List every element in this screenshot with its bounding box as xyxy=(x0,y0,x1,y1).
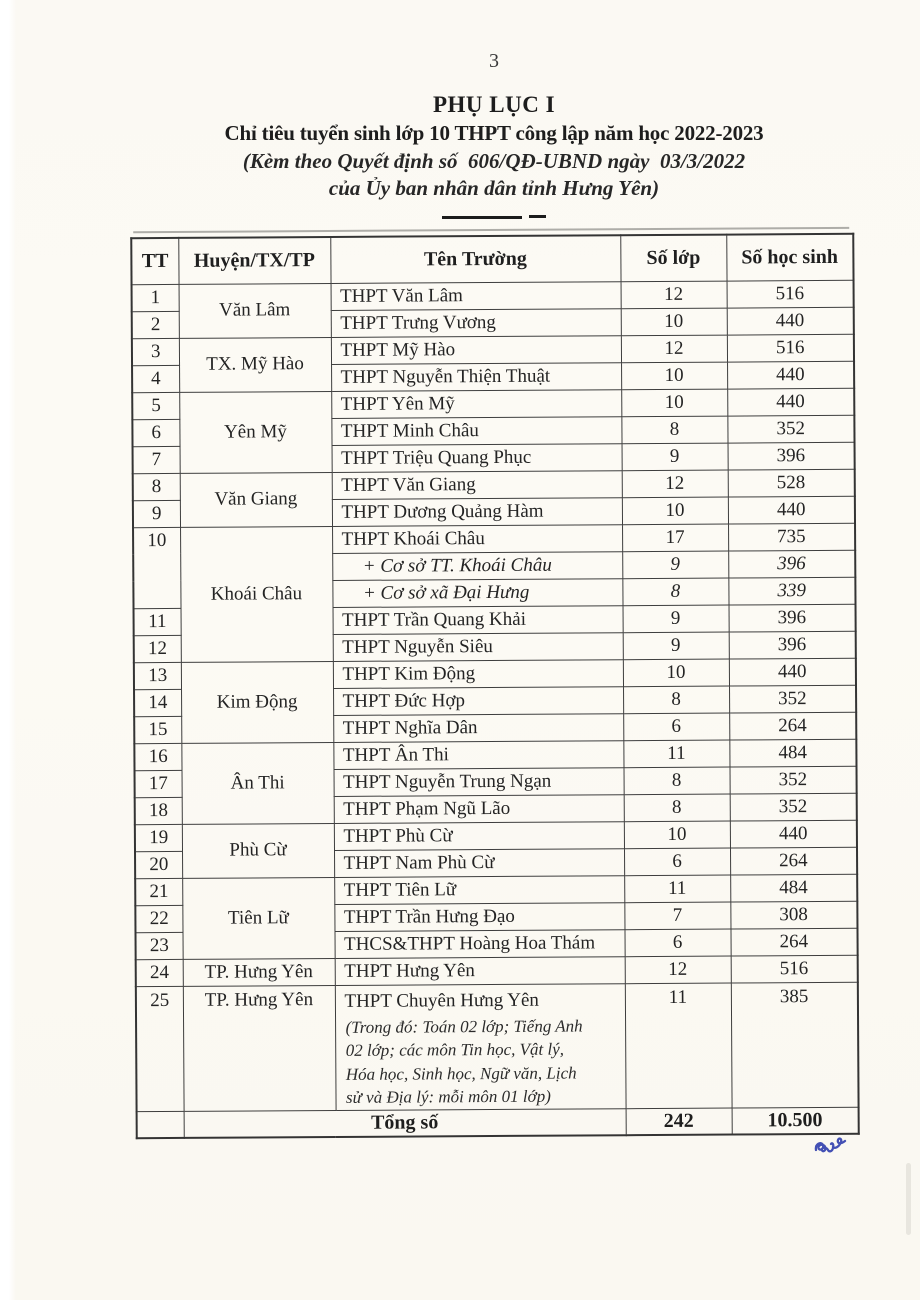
cell-students: 440 xyxy=(729,658,856,686)
cell-classes: 7 xyxy=(624,902,730,930)
cell-students: 440 xyxy=(730,820,857,848)
title-divider xyxy=(133,208,855,212)
cell-students: 440 xyxy=(727,388,854,416)
appendix-heading: PHỤ LỤC I xyxy=(432,92,556,117)
cell-school: THPT Nghĩa Dân xyxy=(333,713,623,742)
cell-students: 396 xyxy=(729,631,856,659)
table-header-row xyxy=(131,234,853,284)
cell-school: THPT Phù Cừ xyxy=(334,821,624,850)
cell-school: THPT Khoái Châu xyxy=(332,524,622,553)
document-title: Chỉ tiêu tuyển sinh lớp 10 THPT công lập năm học 2022-2023 xyxy=(224,121,764,145)
cell-classes: 9 xyxy=(622,443,728,471)
col-header-district: Huyện/TX/TP xyxy=(178,237,330,284)
cell-tt: 24 xyxy=(136,959,183,986)
cell-students: 735 xyxy=(728,523,855,551)
cell-district: Văn Lâm xyxy=(179,283,331,338)
cell-school: THPT Trần Quang Khải xyxy=(333,605,623,634)
scan-edge-artifact xyxy=(906,1163,911,1235)
cell-classes: 6 xyxy=(623,713,729,741)
cell-students: 264 xyxy=(730,847,857,875)
cell-students: 484 xyxy=(729,739,856,767)
cell-district: Tiên Lữ xyxy=(182,877,334,959)
cell-tt: 10 xyxy=(133,527,180,608)
cell-school: THPT Kim Động xyxy=(333,659,623,688)
cell-students: 396 xyxy=(728,442,855,470)
cell-tt: 6 xyxy=(132,419,179,446)
cell-school: THPT Dương Quảng Hàm xyxy=(332,497,622,526)
table-total-row xyxy=(137,1107,859,1138)
cell-students: 352 xyxy=(729,766,856,794)
cell-students: 396 xyxy=(729,604,856,632)
school-note-line: 02 lớp; các môn Tin học, Vật lý, xyxy=(345,1039,565,1060)
school-note-line: Hóa học, Sinh học, Ngữ văn, Lịch xyxy=(345,1063,577,1084)
cell-classes: 10 xyxy=(621,389,727,417)
cell-school: THPT Hưng Yên xyxy=(335,956,625,985)
col-header-students: Số học sinh xyxy=(726,234,853,281)
cell-tt: 23 xyxy=(135,932,182,959)
cell-tt: 20 xyxy=(135,851,182,878)
cell-school: + Cơ sở TT. Khoái Châu xyxy=(332,551,622,580)
cell-students: 396 xyxy=(728,550,855,578)
cell-classes: 10 xyxy=(621,362,727,390)
cell-classes: 8 xyxy=(623,767,729,795)
cell-tt: 4 xyxy=(132,365,179,392)
cell-school: THPT Nguyễn Thiện Thuật xyxy=(331,362,621,391)
cell-tt: 12 xyxy=(134,635,181,662)
cell-school: THPT Yên Mỹ xyxy=(331,389,621,418)
cell-classes: 11 xyxy=(625,983,732,1109)
cell-classes: 11 xyxy=(624,875,730,903)
cell-students: 484 xyxy=(730,874,857,902)
cell-students: 352 xyxy=(727,415,854,443)
cell-students: 516 xyxy=(731,955,858,983)
cell-tt: 2 xyxy=(132,311,179,338)
cell-classes: 6 xyxy=(624,848,730,876)
cell-tt: 17 xyxy=(135,770,182,797)
cell-students: 339 xyxy=(728,577,855,605)
cell-school: THCS&THPT Hoàng Hoa Thám xyxy=(334,929,624,958)
cell-students: 440 xyxy=(728,496,855,524)
cell-classes: 8 xyxy=(622,578,728,606)
cell-tt: 14 xyxy=(134,689,181,716)
cell-total-label: Tổng số xyxy=(184,1108,626,1138)
cell-classes: 12 xyxy=(622,470,728,498)
cell-school: THPT Triệu Quang Phục xyxy=(332,443,622,472)
cell-tt: 3 xyxy=(132,338,179,365)
cell-school: THPT Nam Phù Cừ xyxy=(334,848,624,877)
ink-signature-mark xyxy=(812,1133,852,1168)
cell-students: 308 xyxy=(730,901,857,929)
cell-tt: 7 xyxy=(133,446,180,473)
divider-dash-short xyxy=(529,215,546,218)
cell-school: THPT Tiên Lữ xyxy=(334,875,624,904)
cell-tt: 5 xyxy=(132,392,179,419)
cell-classes: 10 xyxy=(621,308,727,336)
cell-tt: 18 xyxy=(135,797,182,824)
enrollment-quota-table xyxy=(130,233,859,1139)
decision-reference-line-2: của Ủy ban nhân dân tỉnh Hưng Yên) xyxy=(328,176,660,200)
cell-tt: 11 xyxy=(134,608,181,635)
enrollment-table-wrapper xyxy=(130,233,857,1139)
divider-dash-long xyxy=(442,216,522,219)
cell-students: 440 xyxy=(727,361,854,389)
cell-school xyxy=(335,983,626,1110)
cell-school: THPT Mỹ Hào xyxy=(331,335,621,364)
cell-tt: 16 xyxy=(134,743,181,770)
cell-tt: 8 xyxy=(133,473,180,500)
cell-classes: 8 xyxy=(621,416,727,444)
cell-district: Phù Cừ xyxy=(182,823,334,878)
school-note xyxy=(344,1012,625,1110)
school-note-line: (Trong đó: Toán 02 lớp; Tiếng Anh xyxy=(345,1015,583,1037)
page-number: 3 xyxy=(489,50,499,72)
cell-school: THPT Phạm Ngũ Lão xyxy=(334,794,624,823)
school-note-line: sử và Địa lý: mỗi môn 01 lớp) xyxy=(345,1086,551,1107)
cell-school: THPT Ân Thi xyxy=(333,740,623,769)
cell-district: Kim Động xyxy=(181,661,333,743)
cell-tt: 1 xyxy=(132,284,179,311)
cell-classes: 9 xyxy=(623,632,729,660)
cell-students: 516 xyxy=(727,280,854,308)
cell-tt: 19 xyxy=(135,824,182,851)
cell-district: Văn Giang xyxy=(180,472,332,527)
cell-classes: 17 xyxy=(622,524,728,552)
cell-classes: 11 xyxy=(623,740,729,768)
cell-students: 385 xyxy=(731,982,859,1108)
cell-district: Yên Mỹ xyxy=(179,391,331,473)
cell-tt: 13 xyxy=(134,662,181,689)
cell-classes: 9 xyxy=(623,605,729,633)
cell-district: Khoái Châu xyxy=(180,526,333,662)
school-name: THPT Chuyên Hưng Yên xyxy=(344,989,539,1012)
cell-tt: 21 xyxy=(135,878,182,905)
col-header-school: Tên Trường xyxy=(330,235,620,283)
cell-school: THPT Minh Châu xyxy=(331,416,621,445)
cell-school: THPT Nguyễn Siêu xyxy=(333,632,623,661)
cell-classes: 6 xyxy=(624,929,730,957)
table-row xyxy=(136,982,859,1111)
cell-tt: 15 xyxy=(134,716,181,743)
col-header-tt: TT xyxy=(131,238,178,284)
cell-students: 264 xyxy=(729,712,856,740)
cell-school: THPT Trưng Vương xyxy=(331,308,621,337)
cell-school: THPT Đức Hợp xyxy=(333,686,623,715)
cell-tt: 22 xyxy=(135,905,182,932)
cell-classes: 10 xyxy=(623,659,729,687)
cell-district: TP. Hưng Yên xyxy=(183,985,336,1111)
cell-students: 264 xyxy=(730,928,857,956)
cell-classes: 10 xyxy=(624,821,730,849)
cell-school: THPT Văn Giang xyxy=(332,470,622,499)
cell-tt-empty xyxy=(137,1111,184,1138)
decision-reference-line-1: (Kèm theo Quyết định số 606/QĐ-UBND ngày 03/3/2022 xyxy=(242,149,746,173)
cell-district: TP. Hưng Yên xyxy=(183,958,335,986)
cell-tt: 25 xyxy=(136,986,184,1111)
cell-classes: 8 xyxy=(623,686,729,714)
cell-students: 516 xyxy=(727,334,854,362)
cell-district: TX. Mỹ Hào xyxy=(179,337,331,392)
cell-school: THPT Văn Lâm xyxy=(331,281,621,310)
cell-classes: 12 xyxy=(625,956,731,984)
document-header xyxy=(133,0,855,212)
cell-school: THPT Trần Hưng Đạo xyxy=(334,902,624,931)
col-header-classes: Số lớp xyxy=(620,235,726,282)
cell-classes: 12 xyxy=(621,335,727,363)
cell-total-classes: 242 xyxy=(626,1108,732,1136)
cell-classes: 10 xyxy=(622,497,728,525)
cell-classes: 8 xyxy=(624,794,730,822)
cell-classes: 12 xyxy=(621,281,727,309)
cell-students: 440 xyxy=(727,307,854,335)
cell-school: THPT Nguyễn Trung Ngạn xyxy=(334,767,624,796)
cell-students: 352 xyxy=(730,793,857,821)
cell-tt: 9 xyxy=(133,500,180,527)
cell-students: 352 xyxy=(729,685,856,713)
cell-district: Ân Thi xyxy=(181,742,333,824)
cell-classes: 9 xyxy=(622,551,728,579)
cell-students: 528 xyxy=(728,469,855,497)
cell-total-students: 10.500 xyxy=(732,1107,859,1135)
cell-school: + Cơ sở xã Đại Hưng xyxy=(332,578,622,607)
